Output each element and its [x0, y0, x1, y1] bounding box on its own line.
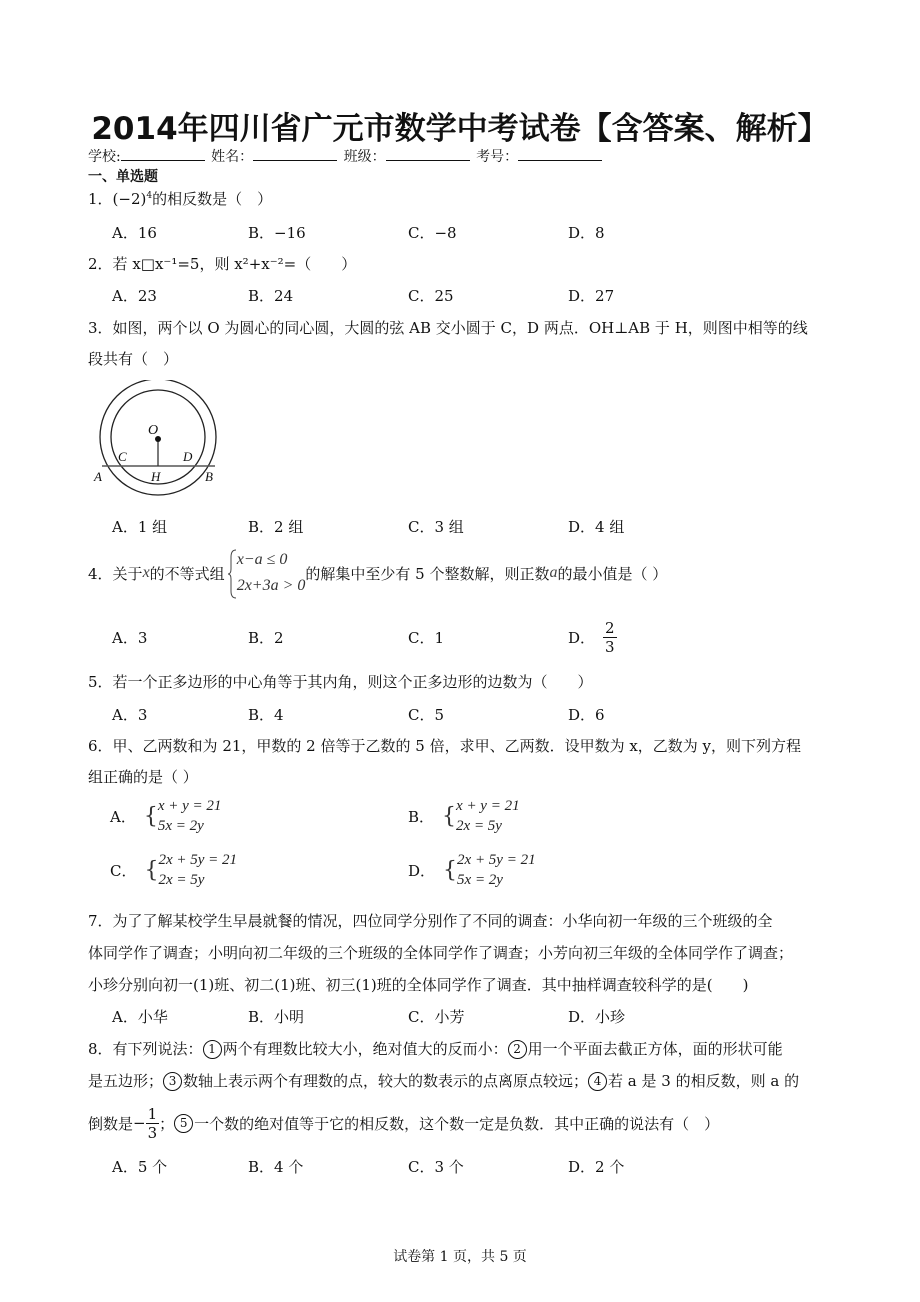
equation-1: 2x + 5y = 21	[457, 852, 536, 868]
concentric-circles-figure	[92, 380, 228, 500]
student-info-line	[88, 146, 604, 166]
class-blank	[386, 148, 470, 161]
class-label: 班级：	[343, 149, 386, 165]
q8-option-a: A．5 个	[112, 1158, 168, 1176]
page-title: 2014年四川省广元市数学中考试卷【含答案、解析】	[91, 111, 829, 147]
q5-option-b: B．4	[248, 706, 284, 724]
denominator: 3	[147, 1123, 158, 1142]
q1-option-c: C．−8	[408, 224, 457, 242]
section-heading: 一、单选题	[88, 169, 158, 185]
q5-option-c: C．5	[408, 706, 445, 724]
question-4-stem	[88, 545, 667, 601]
number-blank	[518, 148, 602, 161]
equation-1: x + y = 21	[157, 798, 222, 814]
stem-text: ；	[159, 1114, 175, 1133]
school-label: 学校:	[88, 149, 121, 165]
question-5-stem	[88, 671, 593, 692]
question-8-stem-line-2	[88, 1070, 799, 1091]
numerator: 1	[147, 1104, 158, 1123]
option-label: D．	[408, 861, 436, 880]
minus-sign: −	[133, 1114, 146, 1132]
name-label: 姓名：	[211, 149, 254, 165]
q4-option-c: C．1	[408, 629, 445, 647]
stem-text: 的解集中至少有 5 个整数解，则正数	[305, 564, 550, 583]
q2-option-b: B．24	[248, 287, 294, 305]
q4-option-a: A．3	[112, 629, 148, 647]
circled-number-2: 2	[508, 1040, 527, 1059]
option-label: B．	[408, 807, 435, 826]
label-a: A	[94, 469, 102, 484]
q2-option-a: A．23	[112, 287, 157, 305]
question-1-stem	[88, 188, 272, 209]
inequality-1: x−a ≤ 0	[236, 551, 288, 568]
circled-number-3: 3	[163, 1072, 182, 1091]
question-number: 1．	[88, 190, 113, 208]
q1-option-a: A．16	[112, 224, 157, 242]
inequality-system	[227, 549, 306, 597]
question-8-stem-line-1	[88, 1038, 783, 1059]
stem-text: 的最小值是（ ）	[557, 564, 668, 583]
stem-text: 两个有理数比较大小，绝对值大的反而小：	[222, 1040, 508, 1058]
page-footer: 试卷第 1 页，共 5 页	[393, 1249, 527, 1265]
option-label: D．	[568, 628, 596, 647]
q3-option-d: D．4 组	[568, 518, 625, 536]
numerator: 2	[605, 618, 615, 637]
q1-option-d: D．8	[568, 224, 605, 242]
circled-number-5: 5	[174, 1114, 193, 1133]
stem-text: 一个数的绝对值等于它的相反数，这个数一定是负数．其中正确的说法有（ ）	[194, 1114, 720, 1133]
stem-text: 用一个平面去截正方体，面的形状可能	[527, 1040, 783, 1058]
label-h: H	[151, 469, 161, 484]
stem-text: 关于	[112, 564, 143, 583]
question-number: 4．	[88, 564, 113, 583]
denominator: 3	[605, 637, 615, 656]
q5-option-a: A．3	[112, 706, 148, 724]
circled-number-4: 4	[588, 1072, 607, 1091]
q8-option-d: D．2 个	[568, 1158, 625, 1176]
equation-2: 5x = 2y	[157, 818, 204, 834]
question-number: 2．	[88, 255, 113, 273]
stem-text: 倒数是	[88, 1114, 134, 1133]
q4-option-d	[568, 612, 617, 662]
stem-text: 有下列说法：	[112, 1040, 203, 1058]
question-3-stem-line-2: 段共有（ ）	[88, 350, 179, 368]
label-d: D	[183, 449, 193, 464]
question-7-stem-line-1	[88, 910, 773, 931]
q8-option-b: B．4 个	[248, 1158, 304, 1176]
q6-option-d: D． { 2x + 5y = 21 5x = 2y	[408, 852, 536, 888]
q6-option-b: B． { x + y = 21 2x = 5y	[408, 798, 520, 834]
question-number: 7．	[88, 912, 113, 930]
option-label: C．	[110, 861, 137, 880]
inequality-2: 2x+3a > 0	[236, 577, 306, 594]
question-3-stem-line-1	[88, 317, 808, 338]
stem-text: 是五边形；	[88, 1072, 164, 1090]
question-number: 3．	[88, 319, 113, 337]
stem-text: 若 a 是 3 的相反数，则 a 的	[608, 1072, 800, 1090]
variable-x: x	[142, 564, 150, 581]
option-label: A．	[110, 807, 136, 826]
stem-text: 甲、乙两数和为 21，甲数的 2 倍等于乙数的 5 倍，求甲、乙两数．设甲数为 x，乙数为 y，则下列方程	[112, 737, 802, 755]
stem-text: 为了了解某校学生早晨就餐的情况，四位同学分别作了不同的调查：小华向初一年级的三个班级的全	[112, 912, 773, 930]
label-b: B	[205, 469, 213, 484]
exponent: 4	[146, 191, 153, 201]
question-number: 6．	[88, 737, 113, 755]
variable-a: a	[549, 564, 558, 581]
label-o: O	[148, 423, 159, 438]
q4-option-b: B．2	[248, 629, 284, 647]
number-label: 考号：	[476, 149, 519, 165]
question-number: 5．	[88, 673, 113, 691]
stem-text: 若一个正多边形的中心角等于其内角，则这个正多边形的边数为（ ）	[112, 673, 593, 691]
question-8-stem-line-3	[88, 1100, 719, 1146]
stem-text: 的不等式组	[149, 564, 225, 583]
q7-option-d: D．小珍	[568, 1008, 626, 1026]
question-7-stem-line-2: 体同学作了调查；小明向初二年级的三个班级的全体同学作了调查；小芳向初三年级的全体同学作了调查；	[88, 944, 794, 962]
stem-text: 若 x□x⁻¹=5，则 x²+x⁻²=（ ）	[112, 255, 357, 273]
equation-1: 2x + 5y = 21	[158, 852, 238, 868]
q5-option-d: D．6	[568, 706, 605, 724]
question-number: 8．	[88, 1040, 113, 1058]
fraction	[603, 619, 617, 656]
name-blank	[253, 148, 337, 161]
equation-1: x + y = 21	[456, 798, 520, 814]
q7-option-a: A．小华	[112, 1008, 168, 1026]
label-c: C	[118, 449, 127, 464]
question-6-stem-line-2: 组正确的是（ ）	[88, 768, 198, 786]
fraction	[146, 1105, 160, 1142]
question-6-stem-line-1	[88, 735, 801, 756]
q3-option-a: A．1 组	[112, 518, 168, 536]
q7-option-c: C．小芳	[408, 1008, 465, 1026]
q7-option-b: B．小明	[248, 1008, 305, 1026]
q8-option-c: C．3 个	[408, 1158, 464, 1176]
expression: (−2)	[112, 190, 147, 208]
q6-option-c: C． { 2x + 5y = 21 2x = 5y	[110, 852, 238, 888]
q2-option-d: D．27	[568, 287, 615, 305]
stem-text: 的相反数是（ ）	[152, 190, 273, 208]
q6-option-a: A． { x + y = 21 5x = 2y	[110, 798, 222, 834]
stem-text: 数轴上表示两个有理数的点，较大的数表示的点离原点较远；	[183, 1072, 589, 1090]
equation-2: 5x = 2y	[457, 872, 503, 888]
q2-option-c: C．25	[408, 287, 454, 305]
circled-number-1: 1	[203, 1040, 222, 1059]
q1-option-b: B．−16	[248, 224, 306, 242]
question-2-stem	[88, 253, 356, 274]
question-7-stem-line-3: 小珍分别向初一(1)班、初二(1)班、初三(1)班的全体同学作了调查．其中抽样调查较科学的是( )	[88, 976, 749, 994]
q3-option-b: B．2 组	[248, 518, 304, 536]
equation-2: 2x = 5y	[456, 818, 502, 834]
stem-text: 如图，两个以 O 为圆心的同心圆，大圆的弦 AB 交小圆于 C，D 两点．OH⊥AB 于 H，则图中相等的线	[112, 319, 808, 337]
school-blank	[121, 148, 205, 161]
equation-2: 2x = 5y	[158, 872, 205, 888]
q3-option-c: C．3 组	[408, 518, 464, 536]
